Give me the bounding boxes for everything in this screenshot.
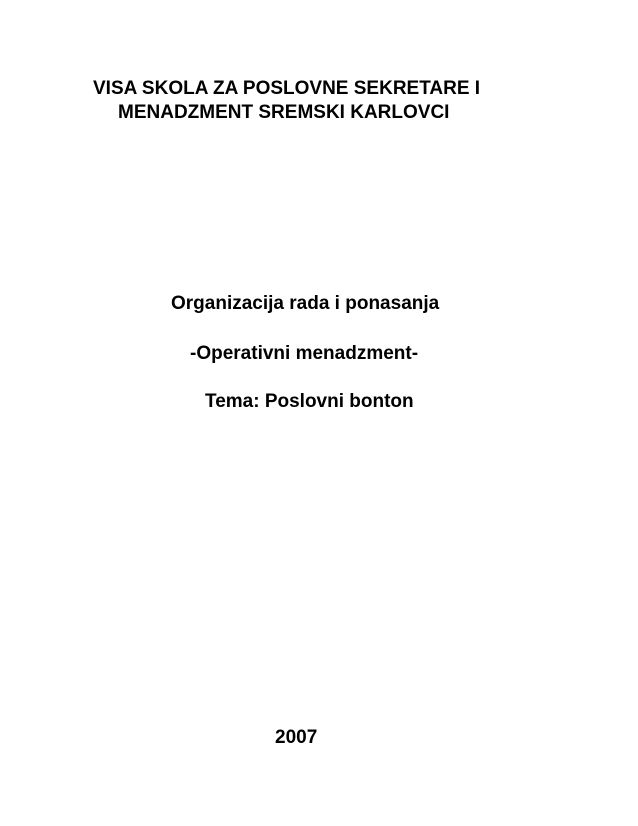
school-name-line-1: VISA SKOLA ZA POSLOVNE SEKRETARE I	[93, 78, 481, 99]
topic-title: Tema: Poslovni bonton	[205, 391, 414, 412]
school-name-line-2: MENADZMENT SREMSKI KARLOVCI	[118, 102, 450, 123]
document-year: 2007	[275, 727, 318, 748]
subject-title: Organizacija rada i ponasanja	[171, 293, 440, 314]
module-title: -Operativni menadzment-	[190, 343, 419, 364]
